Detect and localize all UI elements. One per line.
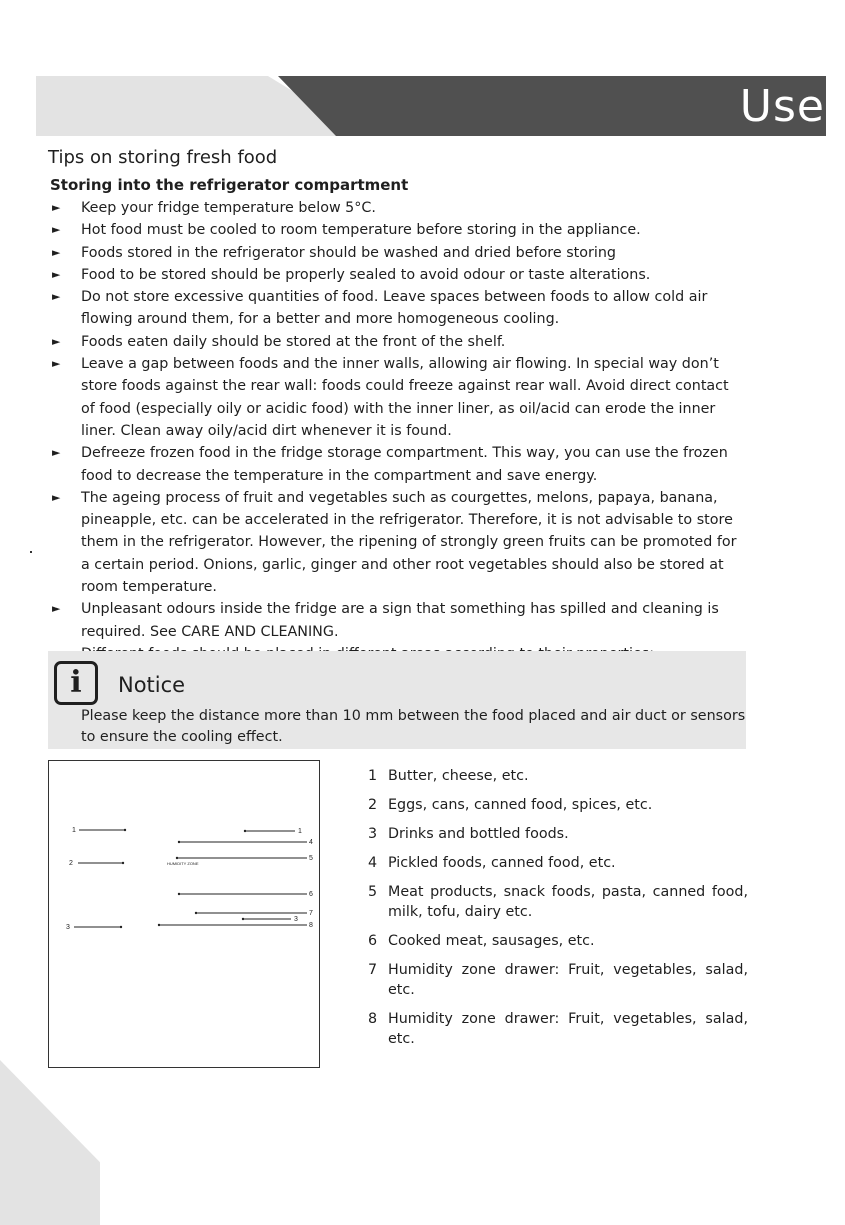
leader-dot [242,918,244,920]
legend-item [366,795,748,815]
tip-item [50,286,740,331]
subheading: Storing into the refrigerator compartment [50,176,409,194]
legend-number: 1 [368,768,378,784]
bullet-icon: ► [52,334,61,348]
bullet-icon: ► [52,357,61,371]
bullet-icon: ► [52,446,61,460]
tip-item [50,242,740,264]
legend-number: 2 [368,797,378,813]
legend-number: 8 [368,1011,378,1027]
tip-item [50,353,740,442]
fridge-diagram [48,760,320,1068]
bullet-icon: ► [52,267,61,281]
leader-dot [124,829,126,831]
leader-dot [178,841,180,843]
legend-text: Humidity zone drawer: Fruit, vegetables, salad, etc. [388,1011,748,1047]
tip-text: Foods eaten daily should be stored at the front of the shelf. [81,333,506,350]
humidity-zone-label: HUMIDITY ZONE [167,861,199,866]
diagram-label: 2 [69,860,73,867]
tip-item [50,197,740,219]
leader-dot [195,912,197,914]
legend-item [366,960,748,1000]
legend-item [366,931,748,951]
leader-dot [178,893,180,895]
notice-title: Notice [118,673,186,697]
diagram-label: 8 [309,922,313,929]
diagram-label: 1 [72,827,76,834]
legend-number: 7 [368,962,378,978]
leader-dot [122,862,124,864]
tip-item [50,487,740,598]
legend-number: 3 [368,826,378,842]
bullet-icon: ► [52,223,61,237]
bullet-icon: ► [52,245,61,259]
tip-text: Foods stored in the refrigerator should be washed and dried before storing [81,244,617,261]
legend-item [366,824,748,844]
tip-text: Food to be stored should be properly sealed to avoid odour or taste alterations. [81,266,651,283]
tip-item [50,264,740,286]
legend-text: Drinks and bottled foods. [388,826,569,842]
leader-dot [244,830,246,832]
legend-item [366,882,748,922]
legend-text: Pickled foods, canned food, etc. [388,855,616,871]
section-title: Use [739,81,825,132]
fridge-diagram-svg [49,761,321,1069]
tip-text: The ageing process of fruit and vegetables such as courgettes, melons, papaya, banana, pineapple, etc. can be accelerated in the refrigerator. Therefore, it is not advisable to store them in the refrigerator. However, the ripening of strongly green fruits can be promoted for a certain period. Onions, garlic, ginger and other root vegetables should also be stored at room temperature. [81,489,737,596]
stray-dot [30,551,32,553]
legend-item [366,766,748,786]
bullet-icon: ► [52,490,61,504]
diagram-label: 3 [66,924,70,931]
tip-item [50,442,740,487]
tips-list [50,197,740,665]
legend-text: Eggs, cans, canned food, spices, etc. [388,797,653,813]
leader-dot [158,924,160,926]
legend-number: 6 [368,933,378,949]
legend-item [366,853,748,873]
notice-text: Please keep the distance more than 10 mm between the food placed and air duct or sensors to ensure the cooling effect. [81,708,746,745]
legend-text: Meat products, snack foods, pasta, canned food, milk, tofu, dairy etc. [388,884,748,920]
tip-item [50,219,740,241]
legend-number: 5 [368,884,378,900]
diagram-label: 4 [309,839,313,846]
legend-number: 4 [368,855,378,871]
leader-dot [176,857,178,859]
page-corner-decoration [0,1060,100,1225]
legend-text: Butter, cheese, etc. [388,768,529,784]
tip-text: Unpleasant odours inside the fridge are a sign that something has spilled and cleaning is required. See CARE AND CLEANING. [81,601,719,640]
tip-text: Defreeze frozen food in the fridge storage compartment. This way, you can use the frozen food to decrease the temperature in the compartment and save energy. [81,445,728,484]
diagram-label: 7 [309,910,313,917]
diagram-label: 1 [298,828,302,835]
legend-text: Cooked meat, sausages, etc. [388,933,595,949]
diagram-label: 3 [294,916,298,923]
info-icon: i [54,661,98,705]
leader-dot [120,926,122,928]
diagram-label: 6 [309,891,313,898]
tip-item [50,598,740,643]
tip-text: Hot food must be cooled to room temperature before storing in the appliance. [81,222,641,239]
tip-text: Leave a gap between foods and the inner walls, allowing air flowing. In special way don’t store foods against the rear wall: foods could freeze against rear wall. Avoid direct contact of food (especially oily or acidic food) with the inner liner, as oil/acid can erode the inner liner. Clean away oily/acid dirt whenever it is found. [81,356,729,439]
bullet-icon: ► [52,290,61,304]
legend-item [366,1009,748,1049]
legend-list [366,766,748,1058]
tip-text: Do not store excessive quantities of food. Leave spaces between foods to allow cold air flowing around them, for a better and more homogeneous cooling. [81,289,708,328]
tip-text: Keep your fridge temperature below 5°C. [81,200,376,216]
diagram-label: 5 [309,855,313,862]
bullet-icon: ► [52,201,61,214]
bullet-icon: ► [52,602,61,616]
tip-item [50,331,740,353]
page-title: Tips on storing fresh food [48,147,278,168]
notice-box [48,651,746,749]
legend-text: Humidity zone drawer: Fruit, vegetables, salad, etc. [388,962,748,998]
